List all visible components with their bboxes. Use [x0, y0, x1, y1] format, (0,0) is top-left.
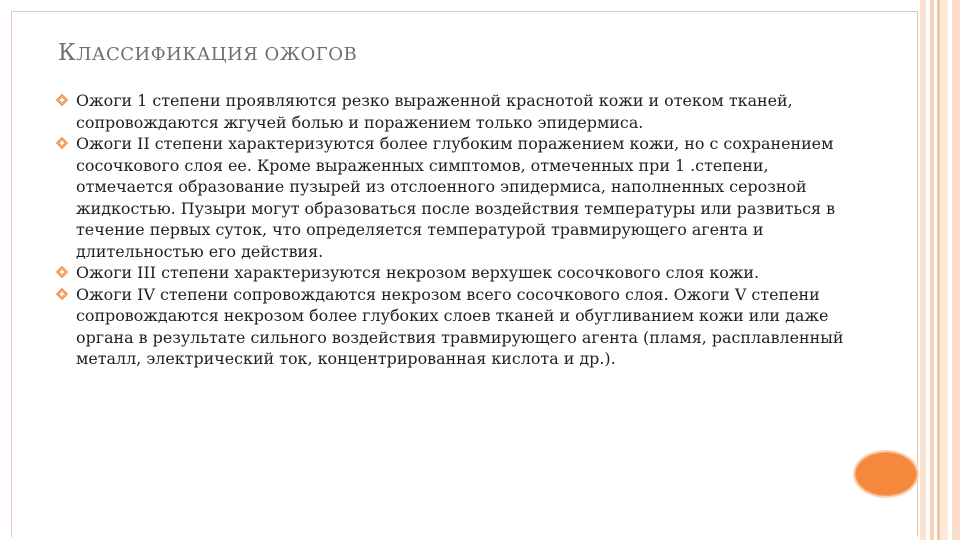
- bullet-text: Ожоги IV степени сопровождаются некрозом всего сосочкового слоя. Ожоги V степени сопровождаются некрозом более глубоких слоев тканей и обугливанием кожи или даже органа в результате сильного воздействия травмирующего агента (пламя, расплавленный металл, электрический ток, концентрированная кислота и др.).: [76, 284, 844, 368]
- bullet-item: [56, 262, 846, 284]
- bullet-text: Ожоги 1 степени проявляются резко выраженной краснотой кожи и отеком тканей, сопровождаются жгучей болью и поражением только эпидермиса.: [76, 91, 793, 132]
- title-initial: К: [58, 40, 77, 66]
- diamond-bullet-icon: [56, 288, 68, 300]
- diamond-bullet-icon: [56, 94, 68, 106]
- bullet-list: [56, 90, 846, 370]
- decorative-stripes: [920, 0, 960, 540]
- bullet-item: [56, 284, 846, 370]
- title-rest: ЛАССИФИКАЦИЯ ОЖОГОВ: [76, 44, 358, 65]
- slide-title: [58, 40, 898, 76]
- bullet-text: Ожоги II степени характеризуются более глубоким поражением кожи, но с сохранением сосочкового слоя ее. Кроме выраженных симптомов, отмеченных при 1 .степени, отмечается образование пузырей из отслоенного эпидермиса, наполненных серозной жидкостью. Пузыри могут образоваться после воздействия температуры или развиться в течение первых суток, что определяется температурой травмирующего агента и длительностью его действия.: [76, 134, 836, 261]
- bullet-text: Ожоги III степени характеризуются некрозом верхушек сосочкового слоя кожи.: [76, 263, 760, 282]
- orange-circle-decoration: [853, 450, 919, 498]
- diamond-bullet-icon: [56, 266, 68, 278]
- bullet-item: [56, 133, 846, 262]
- diamond-bullet-icon: [56, 137, 68, 149]
- bullet-item: [56, 90, 846, 133]
